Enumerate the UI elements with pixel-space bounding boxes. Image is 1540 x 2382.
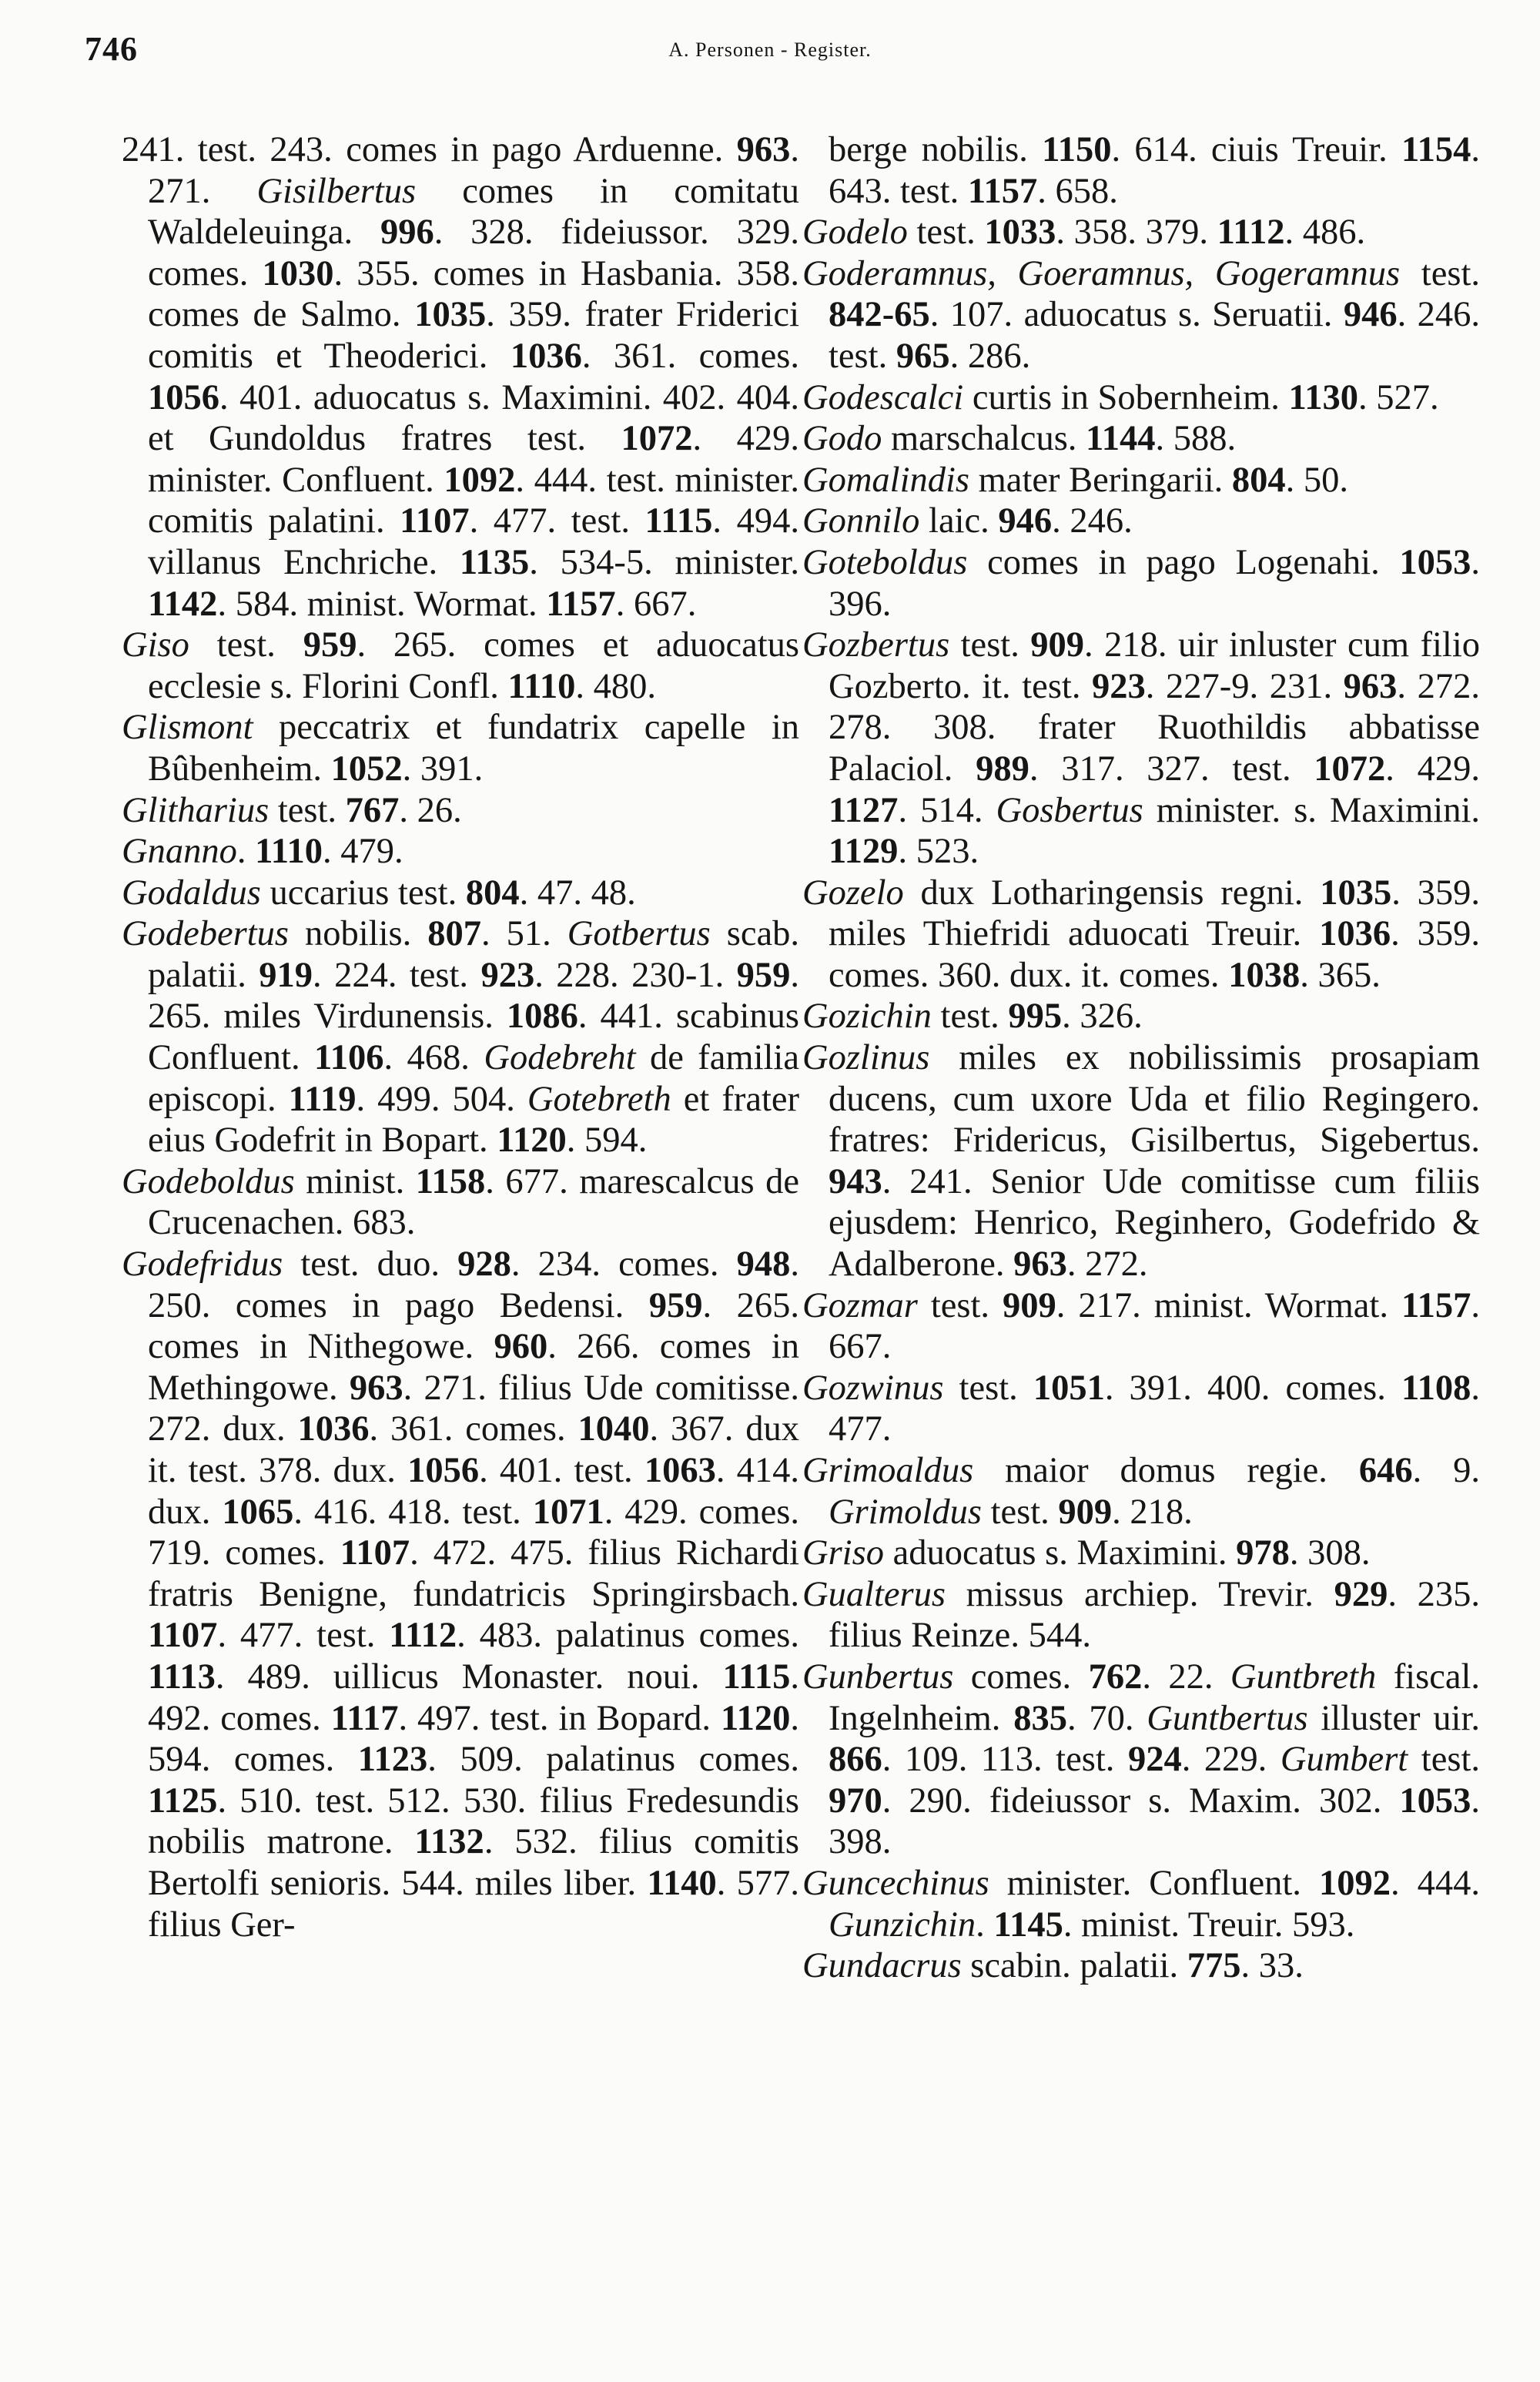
document-number: 807: [427, 914, 481, 954]
document-number: 1150: [1042, 130, 1112, 169]
document-number: 1127: [829, 790, 899, 830]
name-heading: Grimoldus: [829, 1492, 982, 1532]
document-number: 1052: [330, 749, 403, 789]
document-number: 1092: [1318, 1863, 1391, 1903]
entry-text: . 229.: [1181, 1740, 1281, 1780]
name-heading: Gozelo: [802, 873, 904, 913]
name-heading: Godo: [802, 419, 882, 459]
index-entry: [802, 1450, 1480, 1533]
entry-text: . 527.: [1358, 377, 1439, 417]
index-entry: [802, 1863, 1480, 1945]
index-entry: [122, 913, 799, 1161]
entry-text: . 614. ciuis Treuir.: [1111, 130, 1401, 169]
name-heading: Guntbertus: [1147, 1698, 1308, 1738]
name-heading: Glitharius: [122, 790, 270, 830]
index-entry: [122, 1161, 799, 1244]
entry-text: maior domus regie.: [973, 1451, 1359, 1490]
document-number: 1120: [720, 1698, 791, 1738]
document-number: 1040: [578, 1409, 650, 1449]
entry-text: . 489. uillicus Monaster. noui.: [215, 1657, 723, 1697]
document-number: 1145: [993, 1905, 1063, 1945]
entry-text: . 477.: [829, 1368, 1480, 1449]
entry-text: . 643. test.: [829, 130, 1481, 211]
document-number: 929: [1334, 1574, 1388, 1614]
entry-text: minister. Confluent.: [989, 1863, 1319, 1903]
document-number: 1117: [330, 1698, 399, 1738]
entry-text: comes in comitatu Waldeleuinga.: [148, 171, 800, 253]
entry-text: . 22.: [1142, 1657, 1230, 1697]
entry-text: . 365.: [1300, 955, 1381, 995]
entry-text: . 246. test.: [829, 295, 1480, 376]
entry-text: . 367. dux it. test. 378. dux.: [148, 1409, 800, 1490]
name-heading: Goderamnus, Goeramnus, Gogeramnus: [802, 253, 1401, 293]
document-number: 1132: [414, 1822, 484, 1862]
name-heading: Gosbertus: [996, 790, 1143, 830]
index-entry: [122, 873, 799, 914]
index-entry: [802, 1945, 1480, 1987]
entry-text: . 444. test. minister. comitis palatini.: [148, 460, 799, 541]
document-number: 1065: [222, 1492, 294, 1532]
name-heading: Gozmar: [802, 1285, 918, 1325]
entry-text: . 396.: [829, 542, 1480, 624]
document-number: 866: [829, 1740, 882, 1780]
entry-text: . 667.: [615, 584, 697, 624]
entry-text: . 265. miles Virdunensis.: [148, 955, 799, 1037]
entry-text: . 444.: [1390, 1863, 1480, 1903]
document-number: 1157: [1401, 1285, 1471, 1325]
document-number: 1129: [829, 832, 899, 872]
document-number: 923: [480, 955, 535, 995]
entry-text: . 234. comes.: [511, 1245, 737, 1285]
entry-text: . 667.: [829, 1285, 1480, 1367]
name-heading: Gozlinus: [802, 1038, 930, 1078]
entry-text: uccarius test.: [260, 873, 466, 913]
entry-text: test. duo.: [283, 1245, 458, 1285]
document-number: 1051: [1033, 1368, 1105, 1408]
name-heading: Gozwinus: [802, 1368, 944, 1408]
entry-text: test.: [1400, 253, 1480, 293]
document-number: 959: [648, 1285, 703, 1325]
document-number: 963: [736, 130, 791, 169]
entry-text: . 414. dux.: [148, 1451, 799, 1532]
document-number: 1157: [546, 584, 616, 624]
document-number: 1038: [1228, 955, 1301, 995]
name-heading: Godebreht: [484, 1038, 636, 1078]
index-entry: [122, 129, 799, 625]
document-number: 959: [736, 955, 791, 995]
entry-text: . 497. test. in Bopard.: [398, 1698, 721, 1738]
entry-text: . 429. comes. 719. comes.: [148, 1492, 799, 1573]
entry-text: . 266. comes in Methingowe.: [148, 1327, 799, 1408]
entry-text: . 510. test. 512. 530. filius Fredesundis nobilis matrone.: [148, 1781, 799, 1862]
entry-text: . minist. Treuir. 593.: [1063, 1905, 1355, 1945]
entry-text: . 271.: [148, 130, 799, 211]
index-entry: [802, 1037, 1480, 1285]
entry-text: . 441. scabinus Confluent.: [148, 997, 799, 1078]
entry-text: . 658.: [1037, 171, 1118, 211]
entry-text: . 265. comes et aduocatus ecclesie s. Florini Confl.: [148, 625, 799, 706]
document-number: 1036: [297, 1409, 370, 1449]
entry-text: . 391. 400. comes.: [1104, 1368, 1401, 1408]
entry-text: . 416. 418. test.: [293, 1492, 533, 1532]
document-number: 970: [829, 1781, 882, 1821]
entry-text: . 359. frater Friderici comitis et Theoderici.: [148, 295, 799, 376]
entry-text: . 359. comes. 360. dux. it. comes.: [829, 914, 1481, 995]
entry-text: . 107. aduocatus s. Seruatii.: [929, 295, 1344, 335]
index-entry: [802, 253, 1480, 377]
entry-text: . 499. 504.: [356, 1079, 527, 1119]
entry-text: . 391.: [402, 749, 484, 789]
document-number: 919: [259, 955, 313, 995]
page-header: [85, 29, 1455, 83]
name-heading: Godebertus: [122, 914, 289, 954]
name-heading: Goteboldus: [802, 542, 968, 582]
name-heading: Grimoaldus: [802, 1451, 974, 1490]
entry-text: . 218. uir inluster cum filio Gozberto. it. test.: [829, 625, 1480, 706]
document-number: 1140: [647, 1863, 717, 1903]
document-number: 1144: [1086, 419, 1156, 459]
entry-text: . 109. 113. test.: [882, 1740, 1128, 1780]
name-heading: Gunzichin: [829, 1905, 976, 1945]
page-number: 746: [85, 30, 138, 68]
entry-text: . 486.: [1284, 213, 1366, 253]
entry-text: . 228. 230-1.: [534, 955, 737, 995]
document-number: 1120: [497, 1121, 567, 1161]
entry-text: mater Beringarii.: [969, 460, 1232, 500]
entry-text: . 290. fideiussor s. Maxim. 302.: [882, 1781, 1400, 1821]
entry-text: . 47. 48.: [519, 873, 636, 913]
document-number: 923: [1092, 666, 1146, 706]
entry-text: scabin. palatii.: [961, 1946, 1187, 1986]
index-entry: [802, 996, 1480, 1037]
name-heading: Glismont: [122, 708, 253, 748]
document-number: 767: [345, 790, 400, 830]
document-number: 1108: [1401, 1368, 1471, 1408]
document-number: 963: [349, 1368, 403, 1408]
document-number: 1072: [621, 419, 693, 459]
document-number: 963: [1343, 666, 1398, 706]
entry-text: . 328. fideiussor. 329. comes.: [148, 213, 799, 293]
document-number: 1107: [400, 501, 470, 541]
document-number: 1110: [255, 832, 323, 872]
entry-text: . 217. minist. Wormat.: [1056, 1285, 1401, 1325]
document-number: 1157: [967, 171, 1038, 211]
document-number: 909: [1003, 1285, 1056, 1325]
name-heading: Godefridus: [122, 1245, 283, 1285]
document-number: 804: [1231, 460, 1286, 500]
document-number: 1053: [1399, 1781, 1471, 1821]
entry-text: . 480.: [575, 666, 656, 706]
entry-text: . 492. comes.: [148, 1657, 799, 1738]
document-number: 1107: [148, 1616, 218, 1656]
entry-text: . 250. comes in pago Bedensi.: [148, 1245, 799, 1325]
index-entry: [802, 625, 1480, 873]
entry-text: test.: [917, 1285, 1003, 1325]
document-number: 762: [1088, 1657, 1143, 1697]
entry-text: . 33.: [1240, 1946, 1304, 1986]
document-number: 909: [1058, 1492, 1113, 1532]
entry-text: .: [236, 832, 256, 872]
document-number: 1130: [1288, 377, 1358, 417]
document-number: 1112: [1217, 213, 1285, 253]
entry-text: de familia episcopi.: [148, 1038, 799, 1119]
left-column: [122, 129, 799, 1945]
entry-text: . 523.: [898, 832, 979, 872]
index-entry: [122, 790, 799, 832]
entry-text: peccatrix et fundatrix capelle in Bûbenheim.: [148, 708, 799, 789]
entry-text: . 361. comes.: [369, 1409, 578, 1449]
index-entry: [802, 212, 1480, 253]
name-heading: Gotbertus: [567, 914, 711, 954]
document-number: 1115: [644, 501, 713, 541]
name-heading: Gunbertus: [802, 1657, 954, 1697]
index-entry-continued: [802, 129, 1480, 212]
entry-text: . 265. comes in Nithegowe.: [148, 1285, 799, 1367]
document-number: 928: [457, 1245, 511, 1285]
document-number: 960: [494, 1327, 548, 1367]
entry-text: . 509. palatinus comes.: [427, 1740, 799, 1780]
entry-text: . 577. filius Ger-: [148, 1863, 799, 1945]
entry-text: . 272. 278. 308. frater Ruothildis abbatisse Palaciol.: [829, 666, 1480, 789]
index-entry: [802, 542, 1480, 625]
entry-text: . 479.: [322, 832, 403, 872]
entry-text: missus archiep. Trevir.: [946, 1574, 1334, 1614]
entry-text: . 494. villanus Enchriche.: [148, 501, 800, 582]
document-number: 1035: [1320, 873, 1392, 913]
entry-text: . 308.: [1289, 1533, 1371, 1573]
entry-text: . 272.: [1066, 1245, 1148, 1285]
name-heading: Gumbert: [1280, 1740, 1408, 1780]
entry-text: . 359. miles Thiefridi aduocati Treuir.: [829, 873, 1480, 954]
document-number: 1030: [262, 253, 334, 293]
entry-text: test.: [269, 790, 346, 830]
entry-text: . 26.: [399, 790, 462, 830]
right-column: [802, 129, 1480, 1987]
document-number: 1106: [314, 1038, 384, 1078]
index-entry: [802, 1533, 1480, 1574]
index-entry: [802, 418, 1480, 460]
document-number: 924: [1127, 1740, 1182, 1780]
entry-text: . 514.: [898, 790, 996, 830]
document-number: 1036: [1319, 914, 1391, 954]
entry-text: . 218.: [1112, 1492, 1193, 1532]
document-number: 909: [1030, 625, 1085, 665]
document-number: 1158: [415, 1161, 486, 1201]
entry-text: laic.: [919, 501, 999, 541]
entry-text: 241. test. 243. comes in pago Arduenne.: [122, 130, 737, 169]
name-heading: Gozbertus: [802, 625, 950, 665]
document-number: 943: [829, 1161, 882, 1201]
entry-text: berge nobilis.: [829, 130, 1043, 169]
document-number: 775: [1187, 1946, 1241, 1986]
document-number: 1142: [148, 584, 218, 624]
name-heading: Gualterus: [802, 1574, 946, 1614]
document-number: 1123: [357, 1740, 428, 1780]
entry-text: . 70.: [1066, 1698, 1147, 1738]
entry-text: scab. palatii.: [148, 914, 800, 995]
document-number: 1033: [984, 213, 1056, 253]
document-number: 1119: [288, 1079, 357, 1119]
entry-text: . 317. 327. test.: [1029, 749, 1314, 789]
document-number: 1092: [444, 460, 516, 500]
entry-text: minist.: [294, 1161, 416, 1201]
document-number: 1110: [507, 666, 576, 706]
entry-text: marschalcus.: [882, 419, 1086, 459]
entry-text: . 472. 475. filius Richardi fratris Benigne, fundatricis Springirsbach.: [148, 1533, 799, 1614]
document-number: 963: [1013, 1245, 1067, 1285]
document-number: 646: [1358, 1451, 1413, 1490]
document-number: 1071: [532, 1492, 604, 1532]
index-entry: [802, 1368, 1480, 1450]
entry-text: . 468.: [383, 1038, 484, 1078]
document-number: 1112: [389, 1616, 457, 1656]
index-entry: [122, 1244, 799, 1945]
document-number: 1115: [722, 1657, 791, 1697]
entry-text: aduocatus s. Maximini.: [883, 1533, 1237, 1573]
entry-text: . 9.: [1412, 1451, 1480, 1490]
name-heading: Gotebreth: [527, 1079, 671, 1119]
entry-text: test.: [943, 1368, 1033, 1408]
entry-text: . 584. minist. Wormat.: [217, 584, 547, 624]
document-number: 1154: [1401, 130, 1471, 169]
name-heading: Guncechinus: [802, 1863, 989, 1903]
entry-text: . 398.: [829, 1781, 1480, 1862]
entry-text: . 534-5. minister.: [529, 542, 799, 582]
entry-text: .: [976, 1905, 994, 1945]
document-number: 948: [736, 1245, 791, 1285]
name-heading: Guntbreth: [1230, 1657, 1377, 1697]
entry-text: . 401. test.: [479, 1451, 644, 1490]
document-number: 1053: [1399, 542, 1471, 582]
entry-text: . 361. comes.: [581, 336, 799, 376]
name-heading: Godaldus: [122, 873, 261, 913]
entry-text: . 401. aduocatus s. Maximini. 402. 404. et Gundoldus fratres test.: [148, 377, 799, 459]
entry-text: test.: [189, 625, 303, 665]
entry-text: . 235. filius Reinze. 544.: [829, 1574, 1481, 1656]
document-number: 1035: [414, 295, 487, 335]
entry-text: . 326.: [1062, 997, 1143, 1037]
name-heading: Giso: [122, 625, 189, 665]
index-entry: [122, 707, 799, 789]
name-heading: Godeboldus: [122, 1161, 295, 1201]
document-number: 842-65: [829, 295, 930, 335]
entry-text: miles ex nobilissimis prosapiam ducens, cum uxore Uda et filio Regingero. fratres: Fridericus, Gisilbertus, Sigebertus.: [829, 1038, 1480, 1161]
document-number: 1056: [148, 377, 219, 417]
entry-text: . 271. filius Ude comitisse. 272. dux.: [148, 1368, 799, 1449]
entry-text: . 50.: [1285, 460, 1349, 500]
entry-text: . 429.: [1385, 749, 1481, 789]
entry-text: . 355. comes in Hasbania. 358. comes de Salmo.: [148, 253, 800, 335]
entry-text: . 227-9. 231.: [1145, 666, 1344, 706]
index-entry: [802, 1285, 1480, 1368]
name-heading: Gundacrus: [802, 1946, 962, 1986]
document-number: 989: [976, 749, 1029, 789]
entry-text: . 429. minister. Confluent.: [148, 419, 799, 500]
entry-text: minister. s. Maximini.: [1143, 790, 1480, 830]
entry-text: illuster uir.: [1307, 1698, 1480, 1738]
index-entry: [122, 831, 799, 873]
document-number: 1072: [1314, 749, 1386, 789]
entry-text: . 286.: [949, 336, 1031, 376]
entry-text: . 51.: [480, 914, 567, 954]
index-entry: [122, 625, 799, 707]
name-heading: Griso: [802, 1533, 884, 1573]
entry-text: . 532. filius comitis Bertolfi senioris. 544. miles liber.: [148, 1822, 799, 1903]
document-number: 965: [896, 336, 950, 376]
name-heading: Gomalindis: [802, 460, 970, 500]
entry-text: test.: [1408, 1740, 1481, 1780]
document-number: 946: [998, 501, 1053, 541]
index-entry: [802, 1657, 1480, 1863]
entry-text: . 241. Senior Ude comitisse cum filiis ejusdem: Henrico, Reginhero, Godefrido & Adalberone.: [829, 1161, 1480, 1285]
entry-text: . 594.: [566, 1121, 648, 1161]
entry-text: . 477. test.: [217, 1616, 390, 1656]
entry-text: . 483. palatinus comes.: [457, 1616, 799, 1656]
name-heading: Godescalci: [802, 377, 964, 417]
document-number: 1107: [340, 1533, 410, 1573]
entry-text: . 224. test.: [313, 955, 481, 995]
name-heading: Gonnilo: [802, 501, 920, 541]
index-entry: [802, 873, 1480, 997]
entry-text: . 677. marescalcus de Crucenachen. 683.: [148, 1161, 799, 1243]
document-number: 1036: [510, 336, 582, 376]
entry-text: . 594. comes.: [148, 1698, 799, 1780]
entry-text: test.: [931, 997, 1009, 1037]
index-entry: [802, 460, 1480, 501]
entry-text: . 588.: [1155, 419, 1237, 459]
document-number: 1135: [459, 542, 530, 582]
document-number: 835: [1013, 1698, 1067, 1738]
document-number: 804: [465, 873, 520, 913]
entry-text: et frater eius Godefrit in Bopart.: [148, 1079, 799, 1161]
name-heading: Gisilbertus: [256, 171, 417, 211]
document-number: 996: [380, 213, 434, 253]
index-entry: [802, 377, 1480, 419]
index-entry: [802, 1574, 1480, 1657]
document-number: 946: [1343, 295, 1398, 335]
running-title: A. Personen - Register.: [668, 39, 872, 61]
document-number: 995: [1008, 997, 1063, 1037]
entry-text: curtis in Sobernheim.: [963, 377, 1289, 417]
entry-text: comes.: [953, 1657, 1089, 1697]
index-entry: [802, 501, 1480, 542]
entry-text: . 246.: [1052, 501, 1133, 541]
document-number: 1086: [506, 997, 578, 1037]
document-number: 1125: [148, 1781, 218, 1821]
document-number: 1113: [148, 1657, 216, 1697]
document-number: 978: [1236, 1533, 1290, 1573]
entry-text: comes in pago Logenahi.: [967, 542, 1400, 582]
name-heading: Gozichin: [802, 997, 932, 1037]
entry-text: test.: [907, 213, 985, 253]
document-number: 1063: [644, 1451, 716, 1490]
entry-text: test.: [981, 1492, 1059, 1532]
name-heading: Godelo: [802, 213, 908, 253]
entry-text: nobilis.: [288, 914, 428, 954]
entry-text: . 477. test.: [469, 501, 645, 541]
document-number: 1056: [407, 1451, 480, 1490]
entry-text: dux Lotharingensis regni.: [903, 873, 1321, 913]
name-heading: Gnanno: [122, 832, 237, 872]
entry-text: fiscal. Ingelnheim.: [829, 1657, 1481, 1738]
document-number: 959: [303, 625, 357, 665]
entry-text: . 358. 379.: [1056, 213, 1217, 253]
entry-text: test.: [949, 625, 1031, 665]
